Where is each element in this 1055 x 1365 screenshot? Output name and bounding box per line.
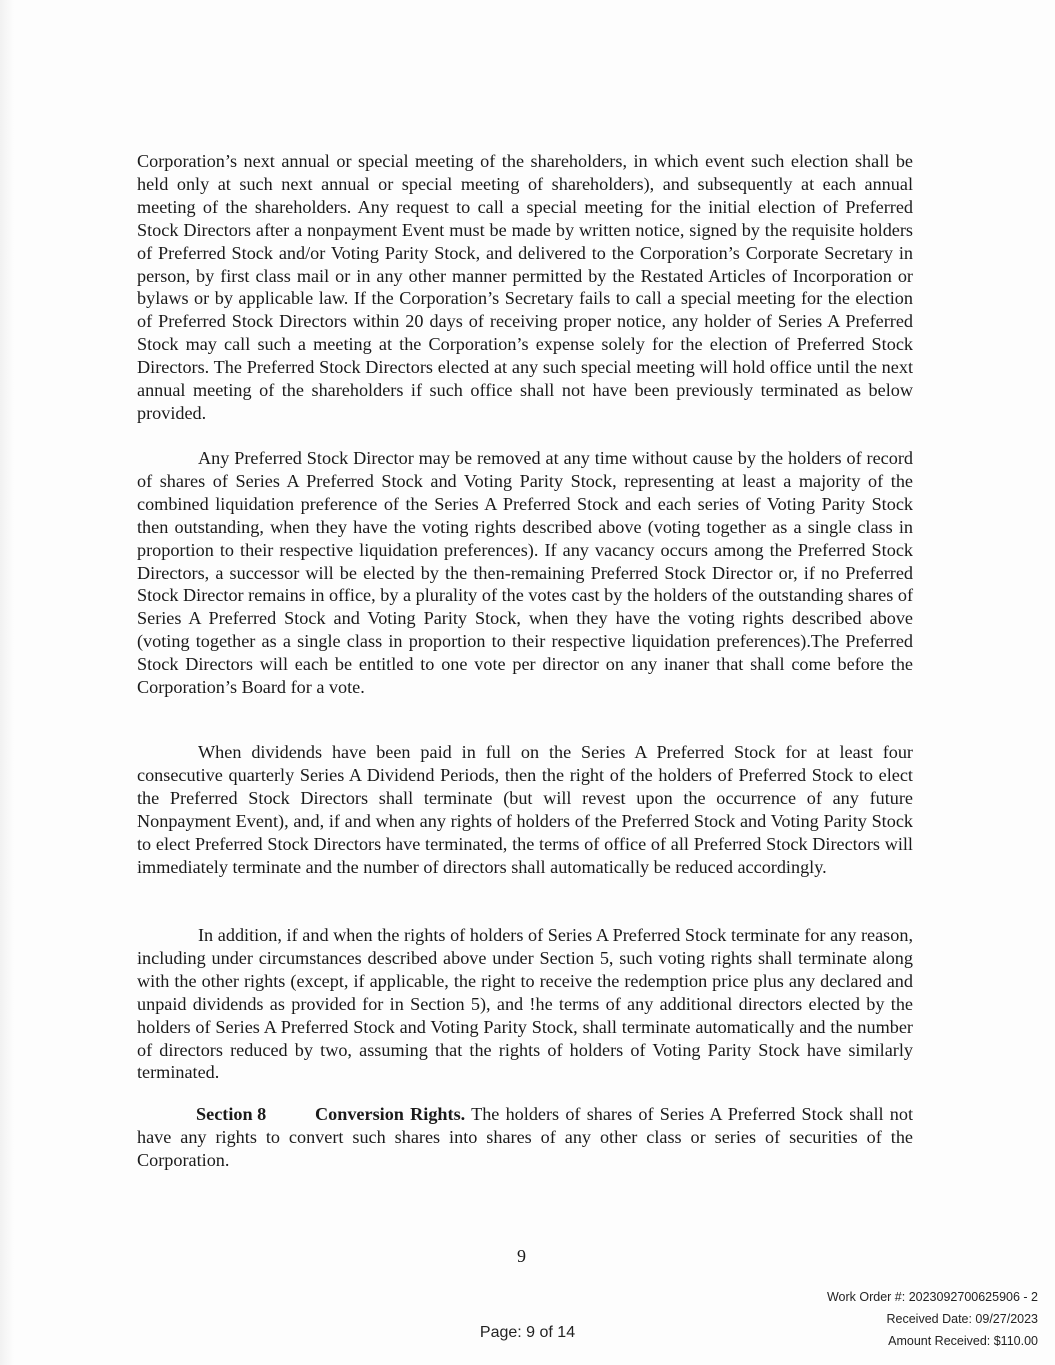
paragraph-dividends-paid: When dividends have been paid in full on the Series A Preferred Stock for at least four consecutive quarterly Series A Dividend Periods, then the right of the holders of Preferred Stock to elect the Preferred Stock Directors shall terminate (but will revest upon the occurrence of any future Nonpayment Event), and, if and when any rights of holders of the Preferred Stock and Voting Parity Stock to elect Preferred Stock Directors have terminated, the terms of office of all Preferred Stock Directors will immediately terminate and the number of directors shall automatically be reduced accordingly.: [137, 742, 913, 877]
filing-page-indicator: Page: 9 of 14: [479, 1324, 576, 1341]
section-title: Conversion Rights.: [315, 1104, 466, 1124]
paragraph-continuation: Corporation’s next annual or special meeting of the shareholders, in which event such election shall be held only at such next annual or special meeting of shareholders), and subsequently at each annual meeting of the shareholders. Any request to call a special meeting for the initial election of Preferred Stock Directors after a nonpayment Event must be made by written notice, signed by the requisite holders of Preferred Stock and/or Voting Parity Stock, and delivered to the Corporation’s Corporate Secretary in person, by first class mail or in any other manner permitted by the Restated Articles of Incorporation or bylaws or by applicable law. If the Corporation’s Secretary fails to call a special meeting for the election of Preferred Stock Directors within 20 days of receiving proper notice, any holder of Series A Preferred Stock may call such a meeting at the Corporation’s expense solely for the election of Preferred Stock Directors. The Preferred Stock Directors elected at any such special meeting will hold office until the next annual meeting of the shareholders if such office shall not have been previously terminated as below provided.: [137, 151, 913, 423]
filing-receipt: [827, 1286, 1038, 1352]
section-text: The holders of shares of Series A Preferred Stock shall not have any rights to convert such shares into shares of any other class or series of securities of the Corporation.: [137, 1104, 913, 1170]
section-label: Section 8: [196, 1104, 267, 1124]
amount-received: Amount Received: $110.00: [888, 1334, 1038, 1348]
page-number: 9: [517, 1246, 526, 1266]
work-order-number: Work Order #: 2023092700625906 - 2: [826, 1290, 1038, 1304]
paragraph-rights-termination: In addition, if and when the rights of holders of Series A Preferred Stock terminate for any reason, including under circumstances described above under Section 5, such voting rights shall terminate along with the other rights (except, if applicable, the right to receive the redemption price plus any declared and unpaid dividends as provided for in Section 5), and !he terms of any additional directors elected by the holders of Series A Preferred Stock and Voting Parity Stock, shall terminate automatically and the number of directors reduced by two, assuming that the rights of holders of Voting Parity Stock have similarly terminated.: [137, 925, 913, 1083]
paragraph-director-removal: Any Preferred Stock Director may be removed at any time without cause by the holders of record of shares of Series A Preferred Stock and Voting Parity Stock, representing at least a majority of the combined liquidation preference of the Series A Preferred Stock and each series of Voting Parity Stock then outstanding, when they have the voting rights described above (voting together as a single class in proportion to their respective liquidation preferences). If any vacancy occurs among the Preferred Stock Directors, a successor will be elected by the then-remaining Preferred Stock Director or, if no Preferred Stock Director remains in office, by a plurality of the votes cast by the holders of the outstanding shares of Series A Preferred Stock and Voting Parity Stock, when they have the voting rights described above (voting together as a single class in proportion to their respective liquidation preferences).The Preferred Stock Directors will each be entitled to one vote per director on any inaner that shall come before the Corporation’s Board for a vote.: [137, 448, 913, 698]
received-date: Received Date: 09/27/2023: [886, 1312, 1038, 1326]
section-8-paragraph: [137, 1103, 913, 1172]
scan-edge-shadow: [0, 0, 14, 1365]
